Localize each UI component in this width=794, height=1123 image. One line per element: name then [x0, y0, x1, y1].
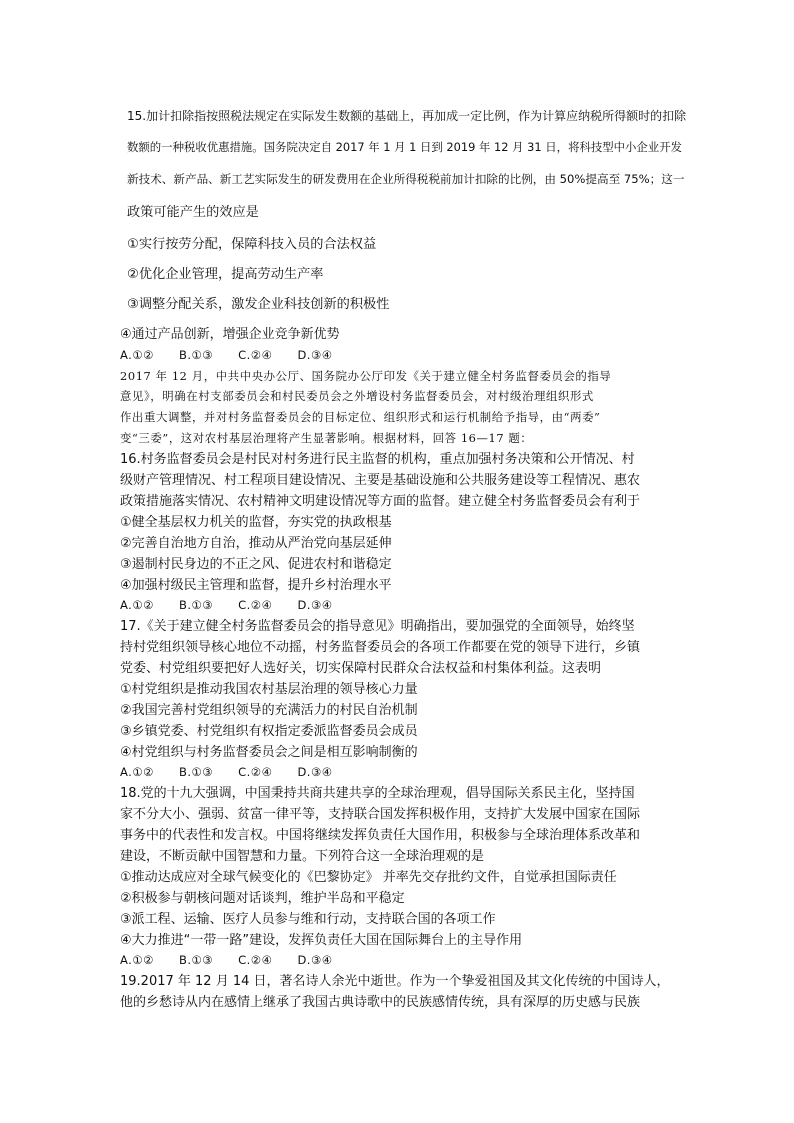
- material-line-1: 2017 年 12 月，中共中央办公厅、国务院办公厅印发《关于建立健全村务监督委员会的指导: [120, 369, 612, 383]
- q15-options: [120, 350, 358, 362]
- q19-stem-line-2: 他的乡愁诗从内在感情上继承了我国古典诗歌中的民族感情传统，具有深厚的历史感与民族: [120, 995, 641, 1010]
- q16-item-1: ①健全基层权力机关的监督，夯实党的执政根基: [120, 515, 392, 530]
- q18-stem-line-2: 家不分大小、强弱、贫富一律平等，支持联合国发挥积极作用，支持扩大发展中国家在国际: [120, 807, 641, 822]
- q15-stem-line-2: 数额的一种税收优惠措施。国务院决定自 2017 年 1 月 1 日到 2019 年 12 月 31 日，将科技型中小企业开发: [127, 140, 682, 154]
- q17-stem-line-2: 持村党组织领导核心地位不动摇，村务监督委员会的各项工作都要在党的领导下进行，乡镇: [120, 640, 641, 655]
- q15-item-2: ②优化企业管理，提高劳动生产率: [127, 267, 324, 282]
- q15-stem-line-4: 政策可能产生的效应是: [127, 205, 259, 220]
- q16-stem-line-3: 政策措施落实情况、农村精神文明建设情况等方面的监督。建立健全村务监督委员会有利于: [120, 494, 641, 509]
- q18-stem-line-4: 建设，不断贡献中国智慧和力量。下列符合这一全球治理观的是: [120, 849, 485, 864]
- q15-stem-line-3: 新技术、新产品、新工艺实际发生的研发费用在企业所得税税前加计扣除的比例，由 50%提高至 75%；这一: [127, 172, 685, 186]
- q17-item-4: ④村党组织与村务监督委员会之间是相互影响制衡的: [120, 745, 418, 760]
- q16-item-3: ③遏制村民身边的不正之风、促进农村和谐稳定: [120, 557, 392, 572]
- q17-item-2: ②我国完善村党组织领导的充满活力的村民自治机制: [120, 703, 418, 718]
- q18-item-1: ①推动达成应对全球气候变化的《巴黎协定》 并率先交存批约文件，自觉承担国际责任: [120, 870, 617, 885]
- q18-option-d: D.③④: [297, 953, 333, 967]
- q16-option-c: C.②④: [238, 598, 273, 612]
- q17-stem-line-3: 党委、村党组织要把好人选好关，切实保障村民群众合法权益和村集体利益。这表明: [120, 661, 602, 676]
- q18-option-b: B.①③: [178, 953, 214, 967]
- q16-option-a: A.①②: [120, 598, 154, 612]
- q17-item-3: ③乡镇党委、村党组织有权指定委派监督委员会成员: [120, 724, 418, 739]
- q17-option-a: A.①②: [120, 765, 154, 779]
- q15-item-4: ④通过产品创新，增强企业竞争新优势: [120, 327, 340, 342]
- q17-option-b: B.①③: [178, 765, 214, 779]
- material-line-2: 意见》，明确在村支部委员会和村民委员会之外增设村务监督委员会，对村级治理组织形式: [120, 389, 594, 403]
- q18-item-4: ④大力推进“一带一路”建设，发挥负责任大国在国际舞台上的主导作用: [120, 933, 523, 948]
- q19-stem-line-1: 19.2017 年 12 月 14 日，著名诗人余光中逝世。作为一个挚爱祖国及其文化传统的中国诗人，: [120, 974, 670, 989]
- q16-stem-line-2: 级财产管理情况、村工程项目建设情况、主要是基础设施和公共服务建设等工程情况、惠农: [120, 473, 641, 488]
- q15-stem-line-1: 15.加计扣除指按照税法规定在实际发生数额的基础上，再加成一定比例，作为计算应纳税所得额时的扣除: [127, 109, 687, 123]
- q18-item-3: ③派工程、运输、医疗人员参与维和行动，支持联合国的各项工作: [120, 912, 496, 927]
- q15-option-d: D.③④: [297, 348, 333, 362]
- q15-item-3: ③调整分配关系，激发企业科技创新的积极性: [127, 297, 390, 312]
- q18-stem-line-3: 事务中的代表性和发言权。中国将继续发挥负责任大国作用，积极参与全球治理体系改革和: [120, 828, 641, 843]
- q18-item-2: ②积极参与朝核问题对话谈判，维护半岛和平稳定: [120, 891, 405, 906]
- q15-option-b: B.①③: [178, 348, 214, 362]
- q15-option-a: A.①②: [120, 348, 154, 362]
- material-line-4: 变“三委”，这对农村基层治理将产生显著影响。根据材料，回答 16—17 题：: [120, 431, 533, 445]
- q15-item-1: ①实行按劳分配，保障科技入员的合法权益: [127, 237, 377, 252]
- q17-option-c: C.②④: [238, 765, 273, 779]
- q17-option-d: D.③④: [297, 765, 333, 779]
- q17-stem-line-1: 17.《关于建立健全村务监督委员会的指导意见》明确指出，要加强党的全面领导，始终坚: [120, 619, 635, 634]
- q17-item-1: ①村党组织是推动我国农村基层治理的领导核心力量: [120, 682, 418, 697]
- q18-options: [120, 955, 358, 967]
- q18-option-a: A.①②: [120, 953, 154, 967]
- q16-option-b: B.①③: [178, 598, 214, 612]
- q16-item-2: ②完善自治地方自治，推动从严治党向基层延伸: [120, 536, 392, 551]
- q16-stem-line-1: 16.村务监督委员会是村民对村务进行民主监督的机构，重点加强村务决策和公开情况、村: [120, 452, 635, 467]
- q16-options: [120, 600, 358, 612]
- q16-option-d: D.③④: [297, 598, 333, 612]
- q15-option-c: C.②④: [238, 348, 273, 362]
- q17-options: [120, 767, 358, 779]
- q16-item-4: ④加强村级民主管理和监督，提升乡村治理水平: [120, 578, 392, 593]
- q18-option-c: C.②④: [238, 953, 273, 967]
- material-line-3: 作出重大调整，并对村务监督委员会的目标定位、组织形式和运行机制给予指导，由“两委”: [120, 410, 601, 424]
- q18-stem-line-1: 18.党的十九大强调，中国秉持共商共建共享的全球治理观，倡导国际关系民主化，坚持国: [120, 786, 635, 801]
